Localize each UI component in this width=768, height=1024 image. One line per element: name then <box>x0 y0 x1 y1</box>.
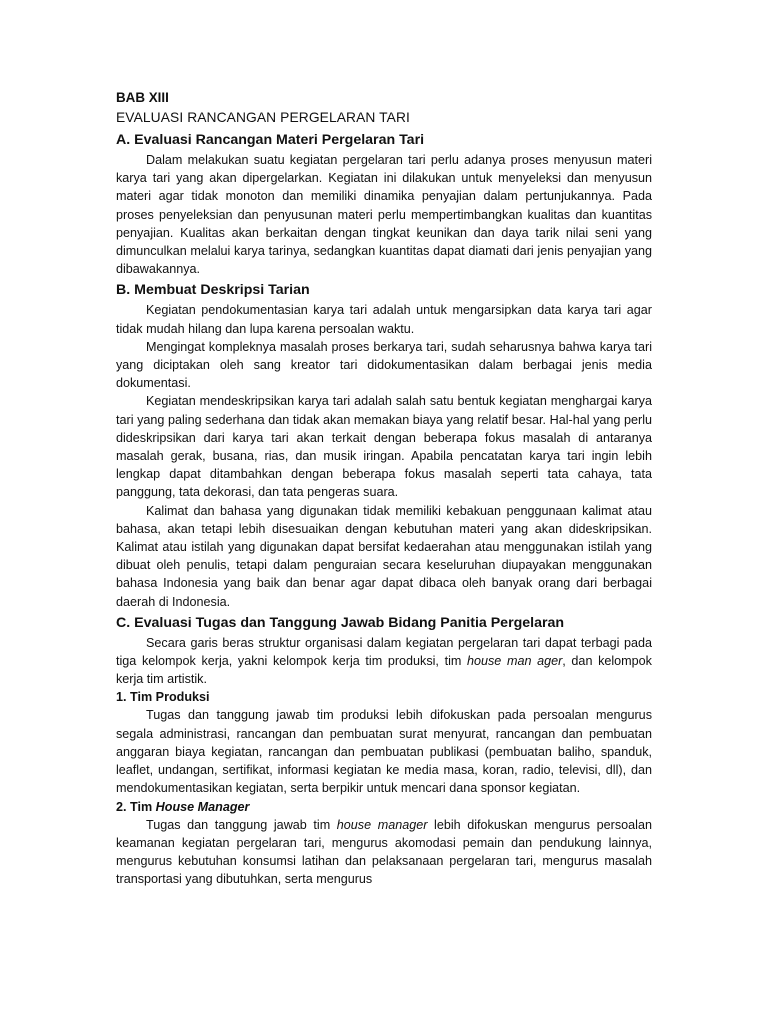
section-a-heading: A. Evaluasi Rancangan Materi Pergelaran Tari <box>116 132 425 148</box>
section-c-p1-text-a: Secara garis beras struktur organisasi dalam kegiatan pergelaran tari dapat terbagi pada tiga kelompok kerja, yakni kelompok kerja tim produksi, tim <box>116 635 652 669</box>
section-c-p1-italic: house man ager <box>467 654 563 669</box>
subsection-2-text-a: Tugas dan tanggung jawab tim <box>146 817 337 832</box>
subsection-1-heading: 1. Tim Produksi <box>116 690 210 705</box>
section-b-paragraph-2: Mengingat kompleknya masalah proses berkarya tari, sudah seharusnya bahwa karya tari yang diciptakan oleh sang kreator tari didokumentasikan dalam berbagai jenis media dokumentasi. <box>116 339 652 391</box>
section-c-paragraph-1 <box>116 634 652 689</box>
section-a-paragraph-1: Dalam melakukan suatu kegiatan pergelaran tari perlu adanya proses menyusun materi karya tari yang akan dipergelarkan. Kegiatan ini dilakukan untuk menyeleksi dan menyusun materi agar tidak monoton dan memiliki dinamika penyajian dalam pertunjukannya. Pada proses penyeleksian dan penyusunan materi perlu mempertimbangkan kualitas dan kuantitas penyajian. Kualitas akan berkaitan dengan tingkat keunikan dan daya tarik nilai seni yang dimunculkan melalui karya tarinya, sedangkan kuantitas dapat diamati dari jenis penyajian yang dibawakannya. <box>116 153 652 277</box>
section-b-heading: B. Membuat Deskripsi Tarian <box>116 282 310 299</box>
subsection-2-italic: house manager <box>336 817 428 832</box>
subsection-2-text-b: lebih difokuskan mengurus persoalan keamanan kegiatan pergelaran tari, mengurus akomodasi pemain dan pendukung lainnya, mengurus kebutuhan konsumsi latihan dan pelaksanaan pergelaran tari, mengurus masalah transportasi yang dibutuhkan, serta mengurus <box>116 817 652 887</box>
chapter-label: BAB XIII <box>116 90 169 105</box>
subsection-2-heading-text: 2. Tim <box>116 799 156 814</box>
document-page <box>116 88 652 888</box>
subsection-2-heading-italic: House Manager <box>155 799 250 814</box>
section-b-paragraph-3: Kegiatan mendeskripsikan karya tari adalah salah satu bentuk kegiatan menghargai karya tari yang paling sederhana dan tidak akan memakan biaya yang relatif besar. Hal-hal yang perlu dideskripsikan dari karya tari akan terkait dengan beberapa fokus masalah di antaranya masalah gerak, busana, rias, dan musik iringan. Apabila pencatatan karya tari ingin lebih lengkap dapat ditambahkan dengan beberapa fokus masalah seperti tata cahaya, tata panggung, tata dekorasi, dan tata pengeras suara. <box>116 394 652 500</box>
subsection-2-paragraph <box>116 816 652 889</box>
chapter-title: EVALUASI RANCANGAN PERGELARAN TARI <box>116 110 410 125</box>
subsection-2-heading <box>116 798 652 816</box>
section-c-heading: C. Evaluasi Tugas dan Tanggung Jawab Bidang Panitia Pergelaran <box>116 614 565 631</box>
section-b-paragraph-4: Kalimat dan bahasa yang digunakan tidak memiliki kebakuan penggunaan kalimat atau bahasa, akan tetapi lebih disesuaikan dengan kebutuhan materi yang akan dideskripsikan. Kalimat atau istilah yang digunakan dapat bersifat kedaerahan atau menggunakan istilah yang dibuat oleh penulis, tetapi dalam penguraian secara keseluruhan diupayakan menggunakan bahasa Indonesia yang baik dan benar agar dapat dibaca oleh banyak orang dari berbagai daerah di Indonesia. <box>116 503 652 609</box>
section-b-paragraph-1: Kegiatan pendokumentasian karya tari adalah untuk mengarsipkan data karya tari agar tidak mudah hilang dan lupa karena persoalan waktu. <box>116 303 652 336</box>
subsection-1-paragraph: Tugas dan tanggung jawab tim produksi lebih difokuskan pada persoalan mengurus segala administrasi, rancangan dan pembuatan surat menyurat, rancangan dan pembuatan anggaran biaya kegiatan, rancangan dan pembuatan publikasi (pembuatan baliho, spanduk, leaflet, undangan, sertifikat, informasi kegiatan ke media masa, koran, radio, televisi, dll), dan mendokumentasikan kegiatan, serta berpikir untuk mencari dana sponsor kegiatan. <box>116 708 652 796</box>
section-c-p1-text-b: , dan kelompok kerja tim artistik. <box>116 654 652 687</box>
